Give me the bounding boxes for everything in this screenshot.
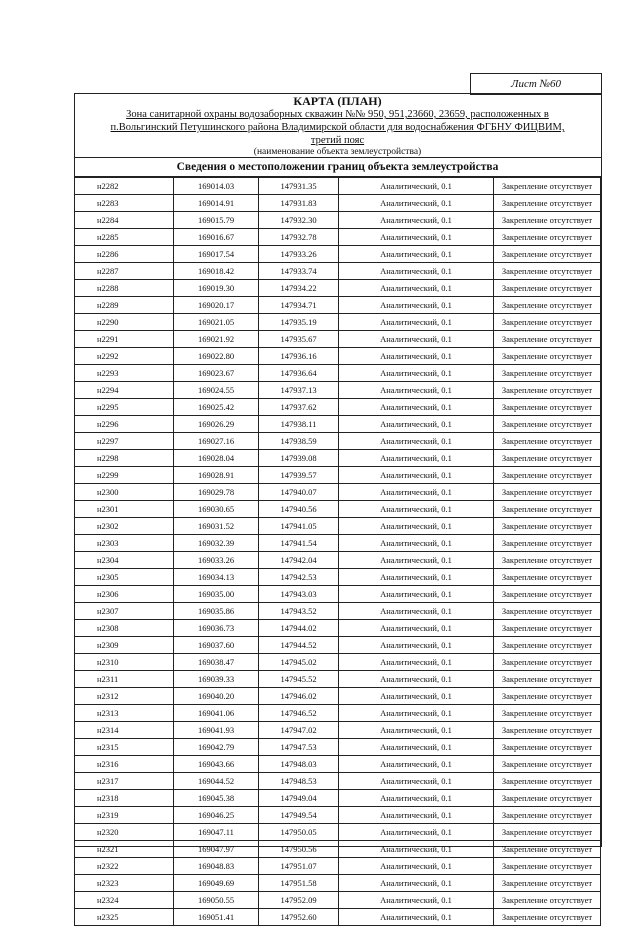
marking-cell: Закрепление отсутствует [494,467,601,484]
method-accuracy-cell: Аналитический, 0.1 [339,773,494,790]
table-row [75,195,601,212]
method-accuracy-cell: Аналитический, 0.1 [339,263,494,280]
table-row [75,348,601,365]
coord-y-cell: 147940.56 [259,501,339,518]
method-accuracy-cell: Аналитический, 0.1 [339,212,494,229]
marking-cell: Закрепление отсутствует [494,654,601,671]
coord-x-cell: 169020.17 [174,297,259,314]
point-id-cell: н2290 [75,314,174,331]
table-row [75,909,601,926]
table-row [75,637,601,654]
coord-x-cell: 169014.91 [174,195,259,212]
coord-y-cell: 147944.52 [259,637,339,654]
point-id-cell: н2283 [75,195,174,212]
coord-y-cell: 147950.56 [259,841,339,858]
document-title: КАРТА (ПЛАН) [293,94,382,108]
table-row [75,331,601,348]
point-id-cell: н2304 [75,552,174,569]
coord-y-cell: 147942.04 [259,552,339,569]
point-id-cell: н2294 [75,382,174,399]
coord-y-cell: 147950.05 [259,824,339,841]
coord-y-cell: 147943.52 [259,603,339,620]
point-id-cell: н2315 [75,739,174,756]
point-id-cell: н2295 [75,399,174,416]
table-row [75,824,601,841]
coord-x-cell: 169045.38 [174,790,259,807]
marking-cell: Закрепление отсутствует [494,314,601,331]
marking-cell: Закрепление отсутствует [494,773,601,790]
coord-y-cell: 147945.52 [259,671,339,688]
table-row [75,314,601,331]
table-row [75,620,601,637]
coord-y-cell: 147944.02 [259,620,339,637]
method-accuracy-cell: Аналитический, 0.1 [339,484,494,501]
table-row [75,399,601,416]
coord-y-cell: 147948.53 [259,773,339,790]
point-id-cell: н2282 [75,178,174,195]
marking-cell: Закрепление отсутствует [494,246,601,263]
marking-cell: Закрепление отсутствует [494,348,601,365]
table-row [75,178,601,195]
coord-y-cell: 147936.64 [259,365,339,382]
coord-y-cell: 147939.08 [259,450,339,467]
point-id-cell: н2313 [75,705,174,722]
point-id-cell: н2287 [75,263,174,280]
marking-cell: Закрепление отсутствует [494,756,601,773]
table-row [75,297,601,314]
table-row [75,790,601,807]
sheet-number: Лист №60 [470,73,602,95]
table-row [75,569,601,586]
table-row [75,467,601,484]
point-id-cell: н2308 [75,620,174,637]
coord-x-cell: 169034.13 [174,569,259,586]
coord-x-cell: 169035.86 [174,603,259,620]
coord-y-cell: 147931.83 [259,195,339,212]
table-row [75,382,601,399]
table-row [75,552,601,569]
coord-y-cell: 147934.71 [259,297,339,314]
method-accuracy-cell: Аналитический, 0.1 [339,535,494,552]
coord-y-cell: 147949.04 [259,790,339,807]
marking-cell: Закрепление отсутствует [494,331,601,348]
coord-y-cell: 147938.59 [259,433,339,450]
coord-x-cell: 169035.00 [174,586,259,603]
table-row [75,739,601,756]
method-accuracy-cell: Аналитический, 0.1 [339,348,494,365]
boundary-points-table [74,177,601,926]
coord-x-cell: 169046.25 [174,807,259,824]
coord-x-cell: 169039.33 [174,671,259,688]
coord-y-cell: 147943.03 [259,586,339,603]
coord-y-cell: 147942.53 [259,569,339,586]
point-id-cell: н2305 [75,569,174,586]
method-accuracy-cell: Аналитический, 0.1 [339,637,494,654]
table-row [75,416,601,433]
coord-y-cell: 147937.13 [259,382,339,399]
coord-y-cell: 147946.52 [259,705,339,722]
table-row [75,654,601,671]
coord-x-cell: 169047.97 [174,841,259,858]
table-row [75,773,601,790]
coord-y-cell: 147940.07 [259,484,339,501]
coord-x-cell: 169021.92 [174,331,259,348]
marking-cell: Закрепление отсутствует [494,518,601,535]
coord-y-cell: 147947.02 [259,722,339,739]
method-accuracy-cell: Аналитический, 0.1 [339,331,494,348]
method-accuracy-cell: Аналитический, 0.1 [339,450,494,467]
marking-cell: Закрепление отсутствует [494,722,601,739]
coord-x-cell: 169048.83 [174,858,259,875]
coord-x-cell: 169049.69 [174,875,259,892]
coord-x-cell: 169018.42 [174,263,259,280]
marking-cell: Закрепление отсутствует [494,552,601,569]
coord-y-cell: 147947.53 [259,739,339,756]
coord-y-cell: 147938.11 [259,416,339,433]
method-accuracy-cell: Аналитический, 0.1 [339,909,494,926]
point-id-cell: н2292 [75,348,174,365]
marking-cell: Закрепление отсутствует [494,586,601,603]
marking-cell: Закрепление отсутствует [494,688,601,705]
coord-y-cell: 147932.30 [259,212,339,229]
marking-cell: Закрепление отсутствует [494,416,601,433]
coord-y-cell: 147933.74 [259,263,339,280]
marking-cell: Закрепление отсутствует [494,603,601,620]
coord-x-cell: 169040.20 [174,688,259,705]
table-row [75,841,601,858]
coord-y-cell: 147945.02 [259,654,339,671]
object-name-line-2: п.Вольгинский Петушинского района Владимирской области для водоснабжения ФГБНУ ФИЦВИМ, [110,122,565,133]
method-accuracy-cell: Аналитический, 0.1 [339,297,494,314]
marking-cell: Закрепление отсутствует [494,433,601,450]
coord-y-cell: 147946.02 [259,688,339,705]
method-accuracy-cell: Аналитический, 0.1 [339,501,494,518]
marking-cell: Закрепление отсутствует [494,620,601,637]
coord-x-cell: 169036.73 [174,620,259,637]
table-row [75,705,601,722]
coord-x-cell: 169014.03 [174,178,259,195]
marking-cell: Закрепление отсутствует [494,637,601,654]
method-accuracy-cell: Аналитический, 0.1 [339,382,494,399]
marking-cell: Закрепление отсутствует [494,297,601,314]
coord-y-cell: 147948.03 [259,756,339,773]
method-accuracy-cell: Аналитический, 0.1 [339,739,494,756]
point-id-cell: н2321 [75,841,174,858]
method-accuracy-cell: Аналитический, 0.1 [339,195,494,212]
point-id-cell: н2320 [75,824,174,841]
coord-x-cell: 169042.79 [174,739,259,756]
marking-cell: Закрепление отсутствует [494,280,601,297]
marking-cell: Закрепление отсутствует [494,705,601,722]
point-id-cell: н2316 [75,756,174,773]
marking-cell: Закрепление отсутствует [494,739,601,756]
coord-y-cell: 147939.57 [259,467,339,484]
point-id-cell: н2296 [75,416,174,433]
method-accuracy-cell: Аналитический, 0.1 [339,688,494,705]
marking-cell: Закрепление отсутствует [494,892,601,909]
point-id-cell: н2317 [75,773,174,790]
point-id-cell: н2286 [75,246,174,263]
method-accuracy-cell: Аналитический, 0.1 [339,807,494,824]
object-name-line-1: Зона санитарной охраны водозаборных скважин №№ 950, 951,23660, 23659, расположенных в [126,109,549,120]
marking-cell: Закрепление отсутствует [494,365,601,382]
coord-x-cell: 169043.66 [174,756,259,773]
coord-x-cell: 169051.41 [174,909,259,926]
method-accuracy-cell: Аналитический, 0.1 [339,314,494,331]
marking-cell: Закрепление отсутствует [494,212,601,229]
coord-y-cell: 147932.78 [259,229,339,246]
method-accuracy-cell: Аналитический, 0.1 [339,603,494,620]
method-accuracy-cell: Аналитический, 0.1 [339,280,494,297]
coord-x-cell: 169016.67 [174,229,259,246]
coord-x-cell: 169044.52 [174,773,259,790]
coord-x-cell: 169023.67 [174,365,259,382]
marking-cell: Закрепление отсутствует [494,909,601,926]
coord-x-cell: 169033.26 [174,552,259,569]
method-accuracy-cell: Аналитический, 0.1 [339,467,494,484]
table-row [75,518,601,535]
point-id-cell: н2319 [75,807,174,824]
marking-cell: Закрепление отсутствует [494,875,601,892]
coord-y-cell: 147935.19 [259,314,339,331]
coord-x-cell: 169038.47 [174,654,259,671]
point-id-cell: н2289 [75,297,174,314]
coord-y-cell: 147933.26 [259,246,339,263]
point-id-cell: н2324 [75,892,174,909]
coord-x-cell: 169022.80 [174,348,259,365]
point-id-cell: н2301 [75,501,174,518]
marking-cell: Закрепление отсутствует [494,569,601,586]
table-row [75,212,601,229]
method-accuracy-cell: Аналитический, 0.1 [339,399,494,416]
table-row [75,433,601,450]
coord-y-cell: 147949.54 [259,807,339,824]
method-accuracy-cell: Аналитический, 0.1 [339,552,494,569]
point-id-cell: н2322 [75,858,174,875]
point-id-cell: н2314 [75,722,174,739]
point-id-cell: н2297 [75,433,174,450]
method-accuracy-cell: Аналитический, 0.1 [339,365,494,382]
method-accuracy-cell: Аналитический, 0.1 [339,569,494,586]
coord-y-cell: 147941.05 [259,518,339,535]
table-row [75,858,601,875]
coord-x-cell: 169050.55 [174,892,259,909]
method-accuracy-cell: Аналитический, 0.1 [339,705,494,722]
marking-cell: Закрепление отсутствует [494,790,601,807]
object-name-caption: (наименование объекта землеустройства) [253,147,422,157]
coord-x-cell: 169030.65 [174,501,259,518]
method-accuracy-cell: Аналитический, 0.1 [339,858,494,875]
coord-y-cell: 147951.07 [259,858,339,875]
title-block [74,93,601,158]
coord-x-cell: 169029.78 [174,484,259,501]
method-accuracy-cell: Аналитический, 0.1 [339,416,494,433]
point-id-cell: н2288 [75,280,174,297]
method-accuracy-cell: Аналитический, 0.1 [339,586,494,603]
coord-x-cell: 169047.11 [174,824,259,841]
method-accuracy-cell: Аналитический, 0.1 [339,722,494,739]
point-id-cell: н2284 [75,212,174,229]
table-row [75,280,601,297]
point-id-cell: н2298 [75,450,174,467]
table-row [75,535,601,552]
table-row [75,892,601,909]
coord-y-cell: 147951.58 [259,875,339,892]
marking-cell: Закрепление отсутствует [494,858,601,875]
table-row [75,722,601,739]
method-accuracy-cell: Аналитический, 0.1 [339,892,494,909]
marking-cell: Закрепление отсутствует [494,263,601,280]
coord-y-cell: 147952.09 [259,892,339,909]
table-row [75,501,601,518]
coord-y-cell: 147935.67 [259,331,339,348]
coord-x-cell: 169028.91 [174,467,259,484]
method-accuracy-cell: Аналитический, 0.1 [339,824,494,841]
point-id-cell: н2300 [75,484,174,501]
table-row [75,807,601,824]
coord-y-cell: 147937.62 [259,399,339,416]
point-id-cell: н2307 [75,603,174,620]
point-id-cell: н2306 [75,586,174,603]
marking-cell: Закрепление отсутствует [494,229,601,246]
method-accuracy-cell: Аналитический, 0.1 [339,620,494,637]
coord-x-cell: 169026.29 [174,416,259,433]
table-row [75,365,601,382]
point-id-cell: н2325 [75,909,174,926]
coord-y-cell: 147941.54 [259,535,339,552]
marking-cell: Закрепление отсутствует [494,841,601,858]
method-accuracy-cell: Аналитический, 0.1 [339,178,494,195]
method-accuracy-cell: Аналитический, 0.1 [339,433,494,450]
marking-cell: Закрепление отсутствует [494,807,601,824]
table-row [75,263,601,280]
coord-x-cell: 169019.30 [174,280,259,297]
coord-x-cell: 169017.54 [174,246,259,263]
point-id-cell: н2309 [75,637,174,654]
coord-x-cell: 169041.06 [174,705,259,722]
coord-x-cell: 169024.55 [174,382,259,399]
method-accuracy-cell: Аналитический, 0.1 [339,875,494,892]
marking-cell: Закрепление отсутствует [494,824,601,841]
point-id-cell: н2291 [75,331,174,348]
method-accuracy-cell: Аналитический, 0.1 [339,841,494,858]
table-row [75,450,601,467]
coord-x-cell: 169028.04 [174,450,259,467]
coord-x-cell: 169027.16 [174,433,259,450]
marking-cell: Закрепление отсутствует [494,535,601,552]
coord-x-cell: 169032.39 [174,535,259,552]
coord-x-cell: 169037.60 [174,637,259,654]
method-accuracy-cell: Аналитический, 0.1 [339,518,494,535]
coord-y-cell: 147931.35 [259,178,339,195]
marking-cell: Закрепление отсутствует [494,501,601,518]
method-accuracy-cell: Аналитический, 0.1 [339,790,494,807]
coord-y-cell: 147936.16 [259,348,339,365]
point-id-cell: н2303 [75,535,174,552]
point-id-cell: н2285 [75,229,174,246]
point-id-cell: н2302 [75,518,174,535]
coord-x-cell: 169025.42 [174,399,259,416]
table-row [75,756,601,773]
table-row [75,671,601,688]
point-id-cell: н2299 [75,467,174,484]
method-accuracy-cell: Аналитический, 0.1 [339,756,494,773]
method-accuracy-cell: Аналитический, 0.1 [339,654,494,671]
table-row [75,875,601,892]
table-row [75,229,601,246]
point-id-cell: н2312 [75,688,174,705]
marking-cell: Закрепление отсутствует [494,399,601,416]
coord-x-cell: 169015.79 [174,212,259,229]
point-id-cell: н2323 [75,875,174,892]
marking-cell: Закрепление отсутствует [494,484,601,501]
method-accuracy-cell: Аналитический, 0.1 [339,229,494,246]
marking-cell: Закрепление отсутствует [494,671,601,688]
coord-y-cell: 147952.60 [259,909,339,926]
method-accuracy-cell: Аналитический, 0.1 [339,246,494,263]
coord-x-cell: 169031.52 [174,518,259,535]
section-title: Сведения о местоположении границ объекта землеустройства [74,158,601,177]
point-id-cell: н2318 [75,790,174,807]
point-id-cell: н2311 [75,671,174,688]
point-id-cell: н2293 [75,365,174,382]
object-name-line-3: третий пояс [310,135,365,146]
marking-cell: Закрепление отсутствует [494,450,601,467]
table-row [75,603,601,620]
coord-x-cell: 169021.05 [174,314,259,331]
marking-cell: Закрепление отсутствует [494,195,601,212]
table-row [75,484,601,501]
coord-x-cell: 169041.93 [174,722,259,739]
marking-cell: Закрепление отсутствует [494,178,601,195]
point-id-cell: н2310 [75,654,174,671]
table-row [75,586,601,603]
marking-cell: Закрепление отсутствует [494,382,601,399]
coord-y-cell: 147934.22 [259,280,339,297]
method-accuracy-cell: Аналитический, 0.1 [339,671,494,688]
table-row [75,246,601,263]
table-row [75,688,601,705]
